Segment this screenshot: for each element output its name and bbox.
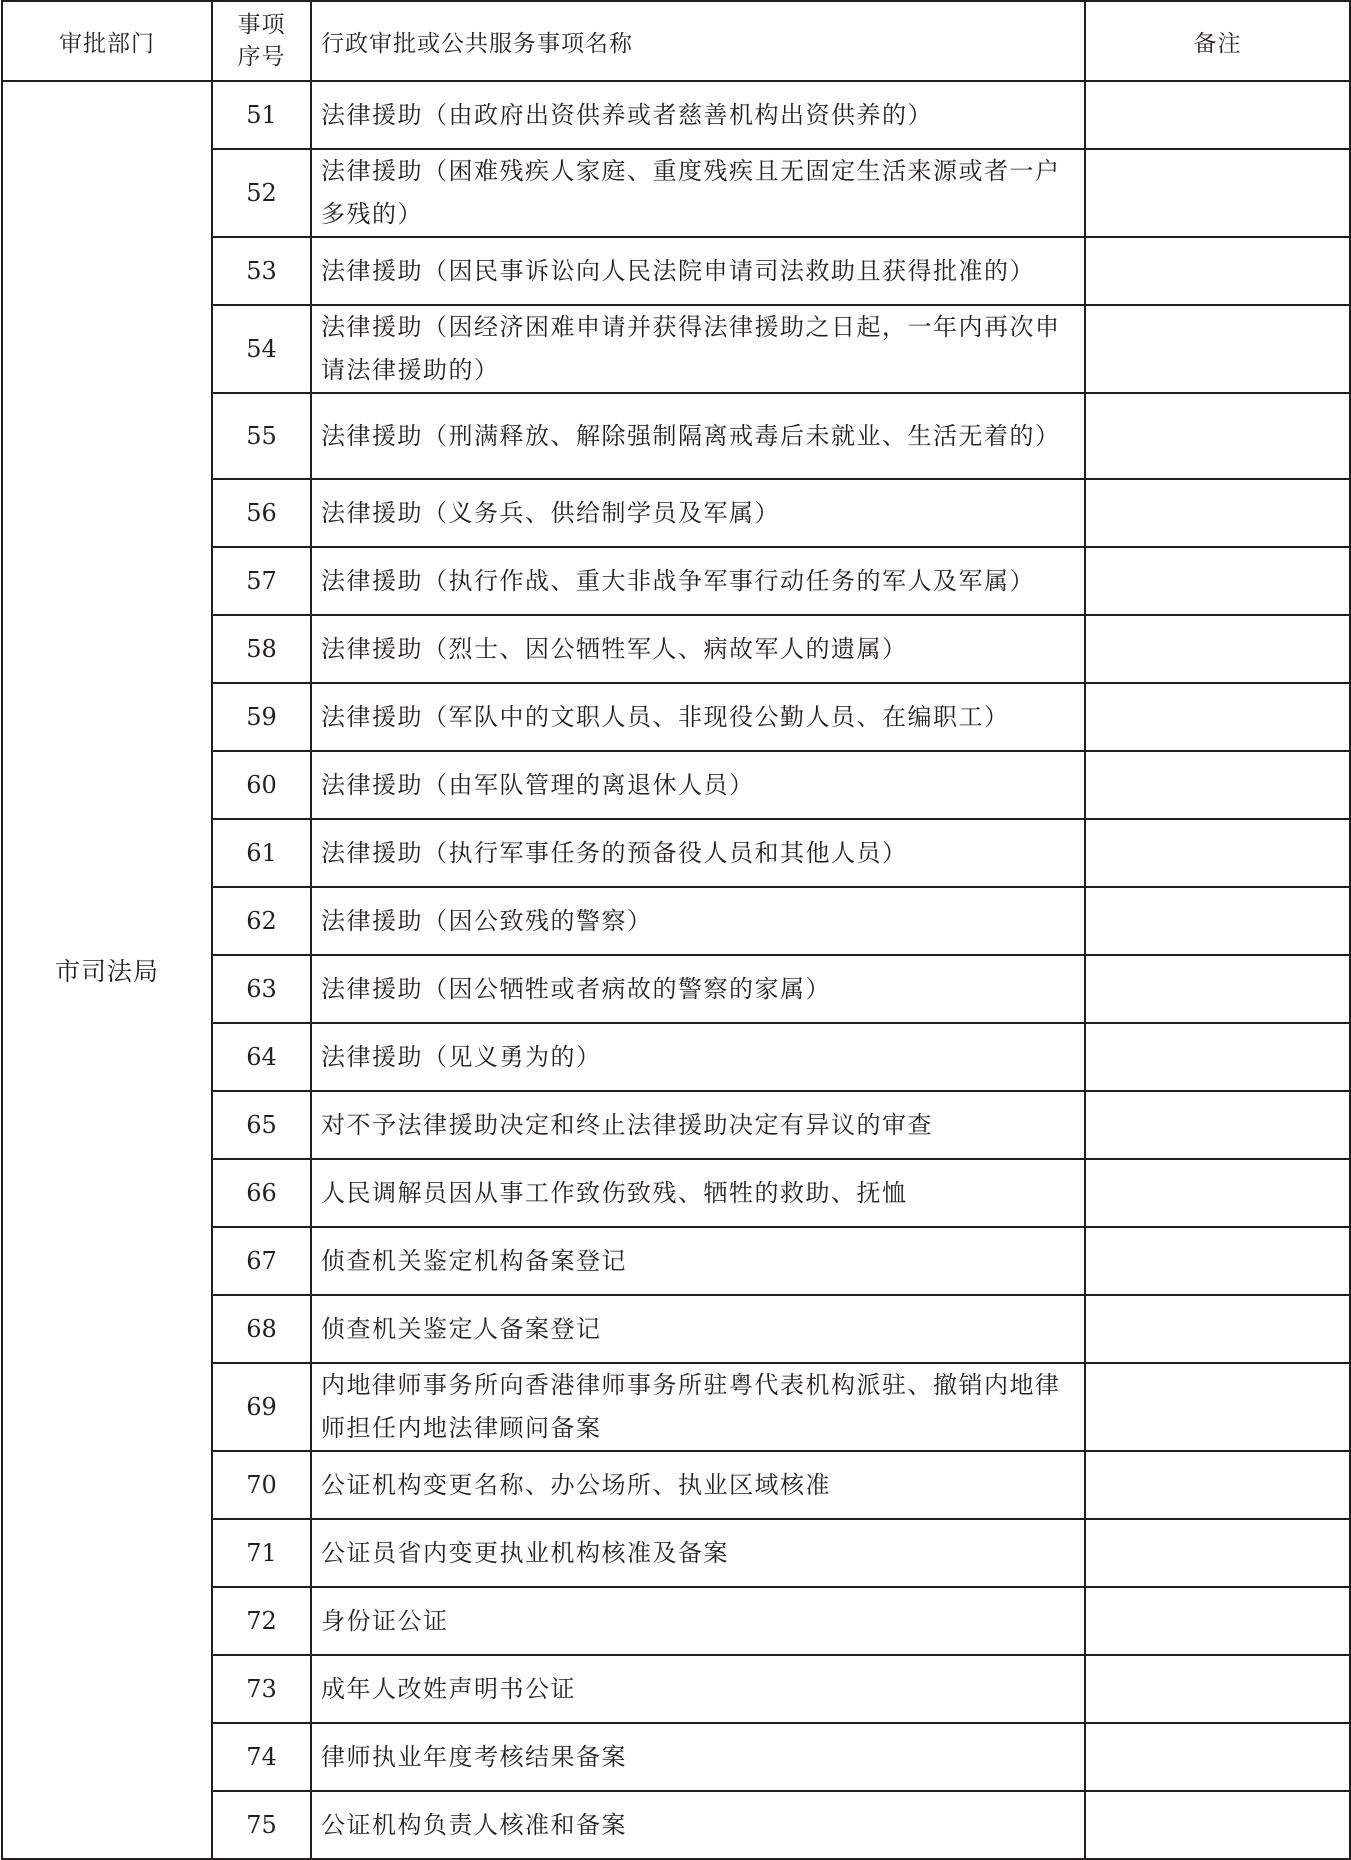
item-number-cell: 52 <box>212 149 311 237</box>
item-number-cell: 58 <box>212 615 311 683</box>
header-dept: 审批部门 <box>2 1 212 81</box>
header-name: 行政审批或公共服务事项名称 <box>311 1 1085 81</box>
note-cell <box>1085 1159 1350 1227</box>
department-cell: 市司法局 <box>2 81 212 1859</box>
item-name-cell: 对不予法律援助决定和终止法律援助决定有异议的审查 <box>311 1091 1085 1159</box>
item-number-cell: 69 <box>212 1363 311 1451</box>
item-name-cell: 公证机构负责人核准和备案 <box>311 1791 1085 1859</box>
item-number-cell: 54 <box>212 305 311 393</box>
item-number-cell: 68 <box>212 1295 311 1363</box>
item-number-cell: 59 <box>212 683 311 751</box>
item-number-cell: 70 <box>212 1451 311 1519</box>
item-name-cell: 法律援助（义务兵、供给制学员及军属） <box>311 479 1085 547</box>
item-name-cell: 法律援助（因民事诉讼向人民法院申请司法救助且获得批准的） <box>311 237 1085 305</box>
item-name-cell: 法律援助（见义勇为的） <box>311 1023 1085 1091</box>
approval-items-table <box>1 0 1351 1860</box>
item-number-cell: 63 <box>212 955 311 1023</box>
item-name-cell: 法律援助（军队中的文职人员、非现役公勤人员、在编职工） <box>311 683 1085 751</box>
item-name-cell: 法律援助（刑满释放、解除强制隔离戒毒后未就业、生活无着的） <box>311 393 1085 479</box>
item-name-cell: 法律援助（执行军事任务的预备役人员和其他人员） <box>311 819 1085 887</box>
item-name-cell: 法律援助（烈士、因公牺牲军人、病故军人的遗属） <box>311 615 1085 683</box>
item-number-cell: 72 <box>212 1587 311 1655</box>
note-cell <box>1085 1655 1350 1723</box>
item-name-cell: 法律援助（困难残疾人家庭、重度残疾且无固定生活来源或者一户多残的） <box>311 149 1085 237</box>
note-cell <box>1085 1723 1350 1791</box>
note-cell <box>1085 1227 1350 1295</box>
item-number-cell: 61 <box>212 819 311 887</box>
item-name-cell: 法律援助（由政府出资供养或者慈善机构出资供养的） <box>311 81 1085 149</box>
note-cell <box>1085 547 1350 615</box>
note-cell <box>1085 615 1350 683</box>
item-number-cell: 62 <box>212 887 311 955</box>
note-cell <box>1085 479 1350 547</box>
item-name-cell: 法律援助（执行作战、重大非战争军事行动任务的军人及军属） <box>311 547 1085 615</box>
note-cell <box>1085 955 1350 1023</box>
note-cell <box>1085 1295 1350 1363</box>
item-name-cell: 侦查机关鉴定人备案登记 <box>311 1295 1085 1363</box>
table-header-row <box>2 1 1350 81</box>
item-name-cell: 公证员省内变更执业机构核准及备案 <box>311 1519 1085 1587</box>
item-number-cell: 66 <box>212 1159 311 1227</box>
note-cell <box>1085 237 1350 305</box>
note-cell <box>1085 393 1350 479</box>
note-cell <box>1085 305 1350 393</box>
note-cell <box>1085 683 1350 751</box>
header-note: 备注 <box>1085 1 1350 81</box>
item-number-cell: 53 <box>212 237 311 305</box>
item-number-cell: 67 <box>212 1227 311 1295</box>
item-number-cell: 74 <box>212 1723 311 1791</box>
item-name-cell: 律师执业年度考核结果备案 <box>311 1723 1085 1791</box>
note-cell <box>1085 1587 1350 1655</box>
note-cell <box>1085 81 1350 149</box>
item-number-cell: 55 <box>212 393 311 479</box>
item-number-cell: 57 <box>212 547 311 615</box>
note-cell <box>1085 887 1350 955</box>
note-cell <box>1085 819 1350 887</box>
item-number-cell: 71 <box>212 1519 311 1587</box>
item-name-cell: 身份证公证 <box>311 1587 1085 1655</box>
item-name-cell: 法律援助（因经济困难申请并获得法律援助之日起，一年内再次申请法律援助的） <box>311 305 1085 393</box>
item-name-cell: 成年人改姓声明书公证 <box>311 1655 1085 1723</box>
note-cell <box>1085 1451 1350 1519</box>
item-name-cell: 法律援助（由军队管理的离退休人员） <box>311 751 1085 819</box>
item-number-cell: 60 <box>212 751 311 819</box>
header-num <box>212 1 311 81</box>
note-cell <box>1085 751 1350 819</box>
item-number-cell: 65 <box>212 1091 311 1159</box>
item-name-cell: 法律援助（因公致残的警察） <box>311 887 1085 955</box>
note-cell <box>1085 1091 1350 1159</box>
note-cell <box>1085 149 1350 237</box>
item-number-cell: 64 <box>212 1023 311 1091</box>
item-name-cell: 内地律师事务所向香港律师事务所驻粤代表机构派驻、撤销内地律师担任内地法律顾问备案 <box>311 1363 1085 1451</box>
item-name-cell: 人民调解员因从事工作致伤致残、牺牲的救助、抚恤 <box>311 1159 1085 1227</box>
note-cell <box>1085 1519 1350 1587</box>
item-name-cell: 公证机构变更名称、办公场所、执业区域核准 <box>311 1451 1085 1519</box>
note-cell <box>1085 1023 1350 1091</box>
table-row <box>2 81 1350 149</box>
note-cell <box>1085 1363 1350 1451</box>
header-num-line2: 序号 <box>237 44 286 70</box>
item-number-cell: 75 <box>212 1791 311 1859</box>
item-name-cell: 侦查机关鉴定机构备案登记 <box>311 1227 1085 1295</box>
item-number-cell: 56 <box>212 479 311 547</box>
item-number-cell: 51 <box>212 81 311 149</box>
item-name-cell: 法律援助（因公牺牲或者病故的警察的家属） <box>311 955 1085 1023</box>
header-num-line1: 事项 <box>237 12 286 38</box>
item-number-cell: 73 <box>212 1655 311 1723</box>
